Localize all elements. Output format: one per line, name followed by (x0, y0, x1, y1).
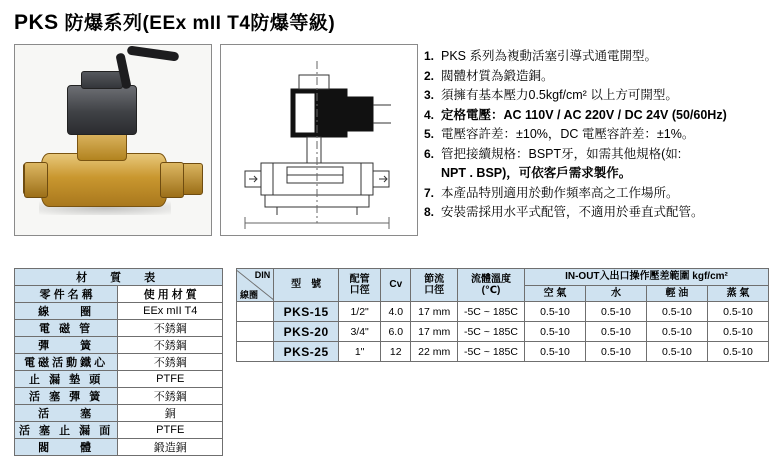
part-material: 銅 (118, 405, 223, 422)
part-material: PTFE (118, 371, 223, 388)
cell-water: 0.5-10 (585, 322, 646, 342)
product-photo-illustration (15, 45, 211, 235)
product-photo (14, 44, 212, 236)
column-header-water: 水 (585, 285, 646, 302)
table-row (15, 405, 223, 422)
cell-port: 1" (339, 342, 381, 362)
table-row (15, 286, 223, 303)
spec-text: 本產品特別適用於動作頻率高之工作場所。 (441, 185, 679, 200)
cell-steam: 0.5-10 (707, 322, 768, 342)
spec-text: 管把接續規格：BSPT牙，如需其他規格(如: (441, 146, 682, 161)
din-label-bottom: 線圈 (240, 289, 259, 300)
cell-water: 0.5-10 (585, 302, 646, 322)
cell-steam: 0.5-10 (707, 342, 768, 362)
table-row (237, 322, 769, 342)
spec-subtext: NPT . BSP)，可依客戶需求製作。 (441, 166, 632, 180)
table-row (237, 342, 769, 362)
cell-oil: 0.5-10 (646, 342, 707, 362)
table-row (15, 320, 223, 337)
spec-number: 2. (424, 68, 435, 83)
table-row (15, 439, 223, 456)
spec-number: 8. (424, 205, 435, 219)
table-header-row (237, 269, 769, 286)
column-header-model: 型 號 (274, 269, 339, 302)
valve-section-drawing (221, 45, 417, 235)
cell-port: 1/2" (339, 302, 381, 322)
spec-number: 6. (424, 146, 435, 161)
spec-number: 5. (424, 127, 435, 141)
cell-din (237, 322, 274, 342)
specification-list (424, 50, 760, 226)
cell-temperature: -5C ~ 185C (457, 342, 524, 362)
part-material: PTFE (118, 422, 223, 439)
cell-cv: 4.0 (381, 302, 411, 322)
page-title-brand: PKS (14, 11, 59, 34)
cell-air: 0.5-10 (524, 322, 585, 342)
spec-text: 安裝需採用水平式配管，不適用於垂直式配管。 (441, 205, 704, 219)
technical-drawing (220, 44, 418, 236)
table-row (15, 371, 223, 388)
cell-cv: 6.0 (381, 322, 411, 342)
part-name: 止 漏 墊 頭 (15, 371, 118, 388)
material-table-title: 材 質 表 (15, 269, 223, 286)
part-material: 不銹鋼 (118, 354, 223, 371)
part-name: 彈 簧 (15, 337, 118, 354)
spec-text: 須擁有基本壓力0.5kgf/cm² 以上方可開型。 (441, 88, 678, 102)
page-title-text: 防爆系列(EEx mII T4防爆等級) (64, 13, 336, 34)
list-item (424, 128, 760, 141)
material-table (14, 268, 223, 456)
column-header-oil: 輕 油 (646, 285, 707, 302)
part-name: 電磁活動鐵心 (15, 354, 118, 371)
cell-model: PKS-20 (274, 322, 339, 342)
part-name: 電 磁 管 (15, 320, 118, 337)
spec-number: 4. (424, 107, 435, 122)
part-name: 閥 體 (15, 439, 118, 456)
cell-model: PKS-15 (274, 302, 339, 322)
column-header-port: 配管 口徑 (339, 269, 381, 302)
spec-number: 3. (424, 88, 435, 102)
cell-port: 3/4" (339, 322, 381, 342)
table-row (15, 269, 223, 286)
cell-orifice: 17 mm (411, 322, 458, 342)
solenoid-coil (67, 85, 137, 135)
cell-water: 0.5-10 (585, 342, 646, 362)
spec-text: 電壓容許差：±10%，DC 電壓容許差：±1%。 (441, 127, 695, 141)
list-item (424, 109, 760, 122)
part-material: 鍛造銅 (118, 439, 223, 456)
part-material: 不銹鋼 (118, 320, 223, 337)
cell-cv: 12 (381, 342, 411, 362)
cell-oil: 0.5-10 (646, 322, 707, 342)
table-row (15, 303, 223, 320)
part-material: EEx mII T4 (118, 303, 223, 320)
table-row (15, 422, 223, 439)
list-item (424, 70, 760, 83)
column-header-pressure-range: IN-OUT入出口操作壓差範圍 kgf/cm² (524, 269, 768, 286)
cell-model: PKS-25 (274, 342, 339, 362)
column-header-orifice: 節流 口徑 (411, 269, 458, 302)
list-item (424, 187, 760, 200)
column-header-material: 使 用 材 質 (118, 286, 223, 303)
table-row (15, 337, 223, 354)
list-item (424, 50, 760, 63)
cell-din (237, 302, 274, 322)
column-header-cv: Cv (381, 269, 411, 302)
din-label-top: DIN (254, 270, 271, 280)
table-row (15, 354, 223, 371)
part-material: 不銹鋼 (118, 337, 223, 354)
cell-oil: 0.5-10 (646, 302, 707, 322)
cell-orifice: 17 mm (411, 302, 458, 322)
spec-number: 7. (424, 185, 435, 200)
spec-text: 閥體材質為鍛造銅。 (441, 68, 554, 83)
part-name: 活 塞 彈 簧 (15, 388, 118, 405)
cell-temperature: -5C ~ 185C (457, 322, 524, 342)
table-row (237, 302, 769, 322)
column-header-air: 空 氣 (524, 285, 585, 302)
table-row (15, 388, 223, 405)
coil-cap (81, 71, 123, 89)
list-item (424, 89, 760, 102)
part-name: 活 塞 止 漏 面 (15, 422, 118, 439)
spec-text: 定格電壓：AC 110V / AC 220V / DC 24V (50/60Hz) (441, 107, 727, 122)
column-header-temperature: 流體溫度 (℃) (457, 269, 524, 302)
part-name: 活 塞 (15, 405, 118, 422)
column-header-steam: 蒸 氣 (707, 285, 768, 302)
column-header-part: 零 件 名 稱 (15, 286, 118, 303)
cell-air: 0.5-10 (524, 302, 585, 322)
cell-din (237, 342, 274, 362)
part-material: 不銹鋼 (118, 388, 223, 405)
cell-air: 0.5-10 (524, 342, 585, 362)
page-title (14, 8, 335, 35)
spec-number: 1. (424, 49, 435, 63)
model-specification-table (236, 268, 769, 362)
list-item (424, 148, 760, 161)
power-cable-lead (127, 45, 180, 61)
part-name: 線 圈 (15, 303, 118, 320)
column-header-din (237, 269, 274, 302)
spec-text: PKS 系列為複動活塞引導式通電開型。 (441, 49, 657, 63)
cell-orifice: 22 mm (411, 342, 458, 362)
list-item (424, 206, 760, 219)
valve-body (41, 153, 167, 207)
cell-temperature: -5C ~ 185C (457, 302, 524, 322)
cell-steam: 0.5-10 (707, 302, 768, 322)
